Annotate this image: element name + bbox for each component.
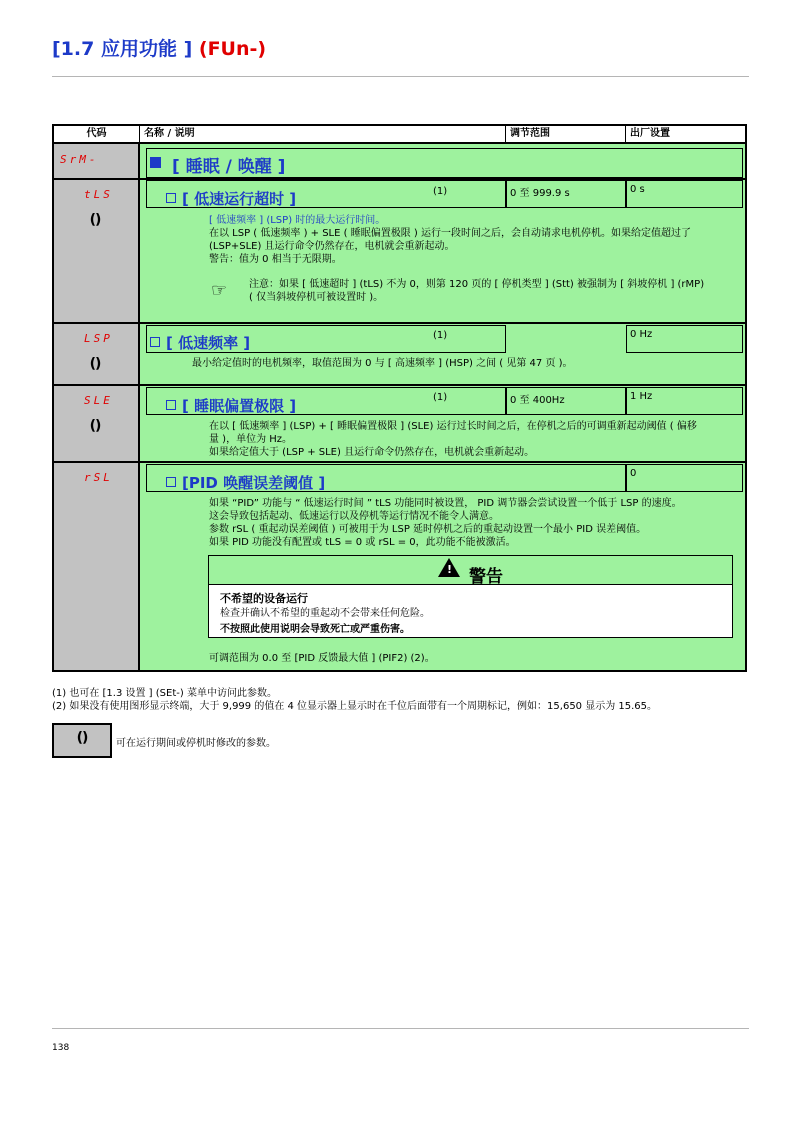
param-code: tLS — [84, 188, 113, 201]
warning-title: 警告 — [469, 567, 503, 587]
param-code: rSL — [84, 471, 113, 484]
exclamation-icon: ! — [447, 563, 453, 576]
row-divider — [54, 322, 745, 324]
factory-value: 0 Hz — [626, 325, 743, 353]
footnote: (1) 也可在 [1.3 设置 ] (SEt-) 菜单中访问此参数。 — [52, 688, 277, 699]
col-header-code: 代码 — [54, 126, 140, 142]
section-title: [ 睡眠 / 唤醒 ] — [172, 157, 286, 177]
modifiable-icon: () — [89, 418, 101, 434]
param-code: SLE — [84, 394, 113, 407]
checkbox-icon — [166, 400, 176, 410]
range-value: 0 至 999.9 s — [506, 180, 626, 208]
param-title: [ 低速频率 ] — [150, 332, 250, 353]
factory-value: 0 s — [626, 180, 743, 208]
footer-rule — [52, 1028, 749, 1029]
pointing-hand-icon: ☞ — [211, 280, 228, 301]
modifiable-icon: () — [89, 212, 101, 228]
checkbox-icon — [166, 193, 176, 203]
footnote-ref: (1) — [433, 392, 448, 403]
desc-line: 如果 “PID” 功能与 “ 低速运行时间 ” tLS 功能同时被设置， PID 调节器会尝试设置一个低于 LSP 的速度。 这会导致包括起动、低速运行以及停机等运行情况不能令人满意。 参数 rSL ( 重起动误差阈值 ) 可被用于为 LSP 延时停机之后的重起动设置一个最小 PID 误差阈值。 如果 PID 功能没有配置或 tLS = 0 或 rSL = 0，此功能不能被激活。 — [209, 498, 682, 548]
footnote: (2) 如果没有使用图形显示终端，大于 9,999 的值在 4 位显示器上显示时在千位后面带有一个周期标记，例如：15,650 显示为 15.65。 — [52, 701, 658, 712]
footnote-ref: (1) — [433, 330, 448, 341]
page-title: [1.7 应用功能 ] (FUn-) — [52, 38, 267, 60]
row-divider — [54, 384, 745, 386]
modifiable-icon: () — [76, 730, 88, 746]
square-bullet-icon — [150, 157, 161, 168]
checkbox-icon — [150, 337, 160, 347]
row-divider — [54, 461, 745, 463]
range-value: 0 至 400Hz — [506, 387, 626, 415]
factory-value: 1 Hz — [626, 387, 743, 415]
desc-line: 最小给定值时的电机频率，取值范围为 0 与 [ 高速频率 ] (HSP) 之间 ( 见第 47 页 )。 — [192, 358, 573, 369]
range-line: 可调范围为 0.0 至 [PID 反馈最大值 ] (PIF2) (2)。 — [209, 653, 435, 664]
warning-subtitle: 不希望的设备运行 — [220, 592, 308, 605]
factory-value: 0 — [626, 464, 743, 492]
col-header-factory: 出厂设置 — [630, 128, 670, 139]
checkbox-icon — [166, 477, 176, 487]
page-number: 138 — [52, 1043, 70, 1053]
warning-line: 检查并确认不希望的重起动不会带来任何危险。 — [220, 608, 430, 619]
param-title: [ 低速运行超时 ] — [166, 188, 296, 209]
modifiable-icon: () — [89, 356, 101, 372]
section-code: SrM- — [60, 153, 99, 166]
param-code: LSP — [84, 332, 113, 345]
footnote-ref: (1) — [433, 186, 448, 197]
param-title: [PID 唤醒误差阈值 ] — [166, 472, 325, 493]
desc-line: 在以 [ 低速频率 ] (LSP) + [ 睡眠偏置极限 ] (SLE) 运行过长时间之后，在停机之后的可调重新起动阈值 ( 偏移 量 )，单位为 Hz。 如果给定值大于 (LSP + SLE) 且运行命令仍然存在，电机就会重新起动。 — [209, 421, 697, 458]
legend-text: 可在运行期间或停机时修改的参数。 — [116, 738, 276, 749]
warning-line-bold: 不按照此使用说明会导致死亡或严重伤害。 — [220, 624, 410, 635]
col-header-range: 调节范围 — [506, 126, 626, 142]
note-text: 注意：如果 [ 低速超时 ] (tLS) 不为 0，则第 120 页的 [ 停机类型 ] (Stt) 被强制为 [ 斜坡停机 ] (rMP) ( 仅当斜坡停机可被设置时 )。 — [249, 279, 705, 303]
param-title: [ 睡眠偏置极限 ] — [166, 395, 296, 416]
header-rule — [52, 76, 749, 77]
col-header-name: 名称 / 说明 — [140, 126, 506, 142]
desc-line: [ 低速频率 ] (LSP) 时的最大运行时间。 在以 LSP ( 低速频率 ) + SLE ( 睡眠偏置极限 ) 运行一段时间之后，会自动请求电机停机。如果给定值超过了 (LSP+SLE) 且运行命令仍然存在，电机就会重新起动。 警告：值为 0 相当于无限期。 — [209, 215, 691, 265]
